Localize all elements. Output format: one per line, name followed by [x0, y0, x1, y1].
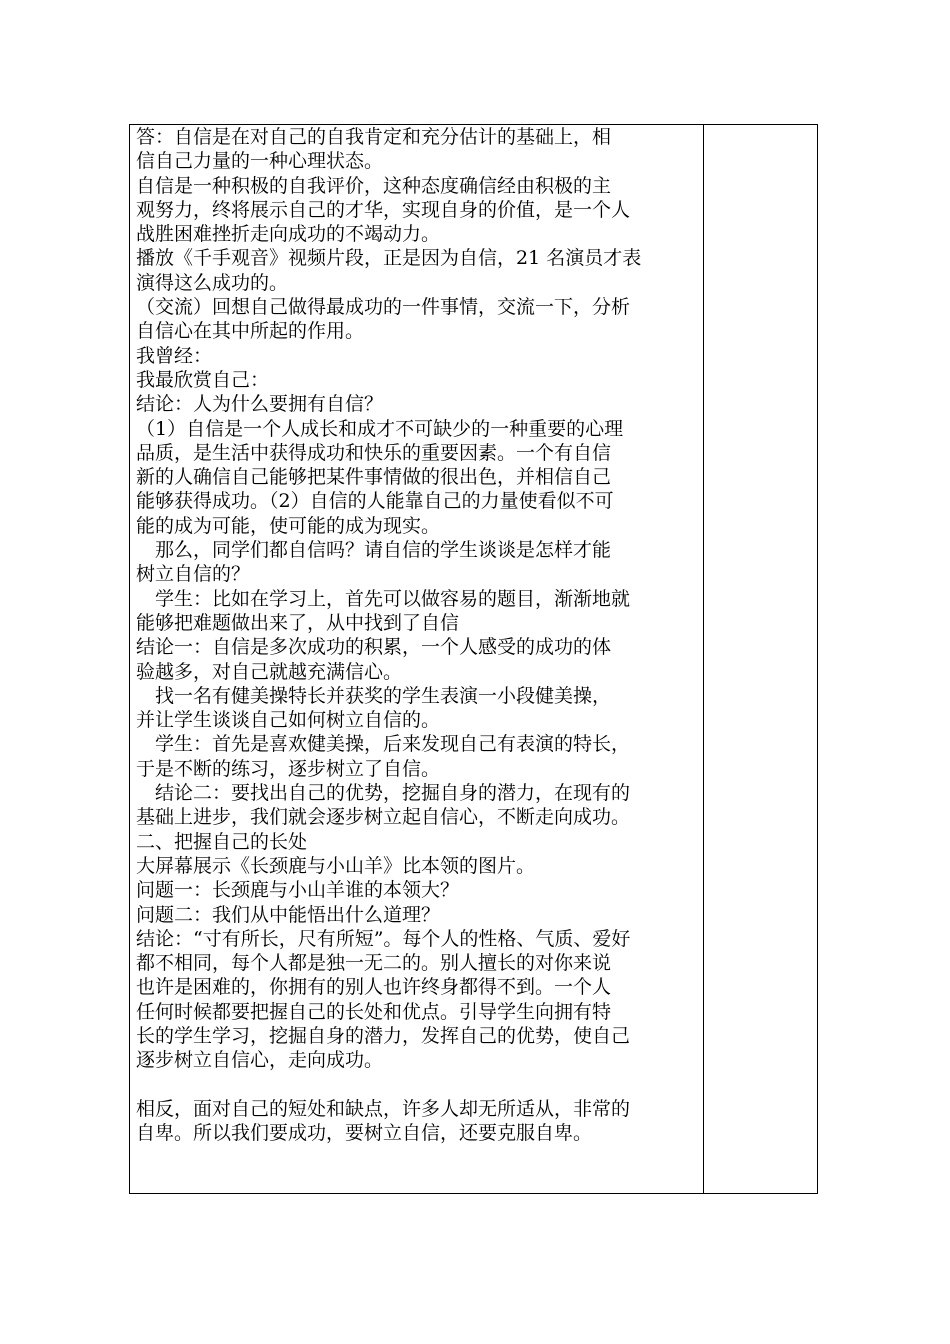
text-line: 自卑。所以我们要成功，要树立自信，还要克服自卑。	[136, 1122, 593, 1145]
text-line: 任何时候都要把握自己的长处和优点。引导学生向拥有特	[136, 1000, 612, 1023]
text-line: 我曾经：	[136, 344, 213, 367]
blank-line	[136, 1073, 701, 1097]
text-line: 那么，同学们都自信吗？请自信的学生谈谈是怎样才能	[136, 539, 612, 562]
text-line: 我最欣赏自己：	[136, 368, 270, 391]
text-line: 战胜困难挫折走向成功的不竭动力。	[136, 223, 441, 246]
text-line: 能够获得成功。（2）自信的人能靠自己的力量使看似不可	[136, 490, 614, 513]
text-line: 结论二：要找出自己的优势，挖掘自身的潜力，在现有的	[136, 782, 631, 805]
text-line: 逐步树立自信心，走向成功。	[136, 1049, 384, 1072]
text-line: 演得这么成功的。	[136, 271, 289, 294]
text-line: 并让学生谈谈自己如何树立自信的。	[136, 709, 441, 732]
text-line: 于是不断的练习，逐步树立了自信。	[136, 757, 441, 780]
text-line: 验越多，对自己就越充满信心。	[136, 660, 403, 683]
text-line: 新的人确信自己能够把某件事情做的很出色，并相信自己	[136, 466, 612, 489]
column-divider	[703, 125, 704, 1193]
text-line: 找一名有健美操特长并获奖的学生表演一小段健美操，	[136, 684, 612, 707]
text-line: 观努力，终将展示自己的才华，实现自身的价值，是一个人	[136, 198, 631, 221]
text-line: 大屏幕展示《长颈鹿与小山羊》比本领的图片。	[136, 854, 536, 877]
text-line: 都不相同，每个人都是独一无二的。别人擅长的对你来说	[136, 952, 612, 975]
text-line: 结论：人为什么要拥有自信？	[136, 393, 384, 416]
text-line: 自信心在其中所起的作用。	[136, 320, 365, 343]
text-line: 答：自信是在对自己的自我肯定和充分估计的基础上，相	[136, 126, 612, 148]
text-line: 也许是困难的，你拥有的别人也许终身都得不到。一个人	[136, 976, 612, 999]
text-line: 长的学生学习，挖掘自身的潜力，发挥自己的优势，使自己	[136, 1024, 631, 1047]
text-line: 结论一：自信是多次成功的积累，一个人感受的成功的体	[136, 636, 612, 659]
text-line: 问题二：我们从中能悟出什么道理？	[136, 903, 441, 926]
text-line: 播放《千手观音》视频片段，正是因为自信，21 名演员才表	[136, 247, 642, 270]
text-line: 树立自信的？	[136, 563, 251, 586]
main-content-cell	[136, 125, 701, 1145]
text-line: 基础上进步，我们就会逐步树立起自信心，不断走向成功。	[136, 806, 631, 829]
text-line: 能的成为可能，使可能的成为现实。	[136, 514, 441, 537]
lesson-table	[129, 124, 818, 1194]
text-line: 结论：“寸有所长，尺有所短”。每个人的性格、气质、爱好	[136, 927, 631, 950]
text-line: 能够把难题做出来了，从中找到了自信	[136, 611, 460, 634]
text-line: 问题一：长颈鹿与小山羊谁的本领大？	[136, 879, 460, 902]
text-line: 信自己力量的一种心理状态。	[136, 150, 384, 173]
text-line: （交流）回想自己做得最成功的一件事情，交流一下，分析	[136, 296, 631, 319]
text-line: 二、把握自己的长处	[136, 830, 308, 853]
text-line: （1）自信是一个人成长和成才不可缺少的一种重要的心理	[136, 417, 624, 440]
text-line: 学生：比如在学习上，首先可以做容易的题目，渐渐地就	[136, 587, 631, 610]
text-line: 相反，面对自己的短处和缺点，许多人却无所适从，非常的	[136, 1097, 631, 1120]
text-line: 学生：首先是喜欢健美操，后来发现自己有表演的特长，	[136, 733, 631, 756]
text-line: 自信是一种积极的自我评价，这种态度确信经由积极的主	[136, 174, 612, 197]
text-line: 品质，是生活中获得成功和快乐的重要因素。一个有自信	[136, 441, 612, 464]
